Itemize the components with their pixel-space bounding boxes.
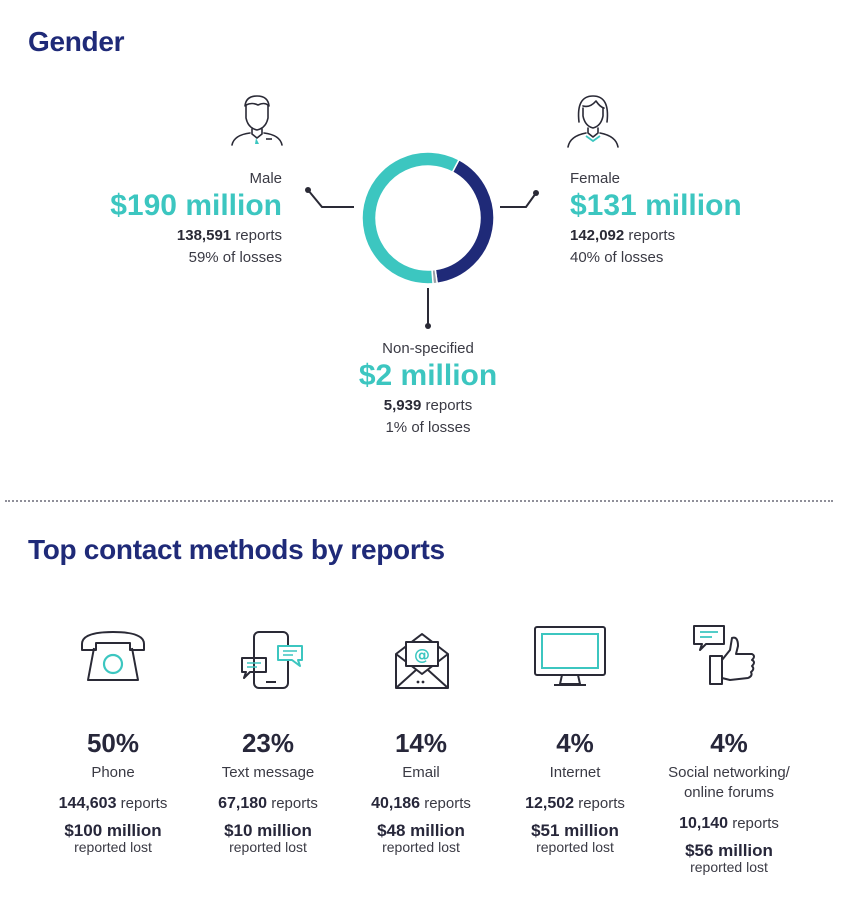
method-lost-label: reported lost — [536, 839, 614, 855]
method-percent: 4% — [710, 728, 748, 758]
method-percent: 50% — [86, 728, 140, 758]
male-reports — [42, 225, 282, 247]
method-lost-label: reported lost — [382, 839, 460, 855]
section-divider — [5, 500, 833, 502]
male-avatar-icon — [228, 92, 286, 146]
female-connector-dot — [533, 190, 539, 196]
method-reports-count: 12,502 — [525, 795, 575, 812]
method-reports-count: 144,603 — [58, 795, 117, 812]
gender-donut-chart — [300, 150, 560, 340]
method-social-networking — [654, 728, 804, 875]
nonspecified-share: 1% of losses — [385, 419, 471, 436]
male-segment — [42, 170, 282, 269]
method-amount: $100 million — [64, 821, 162, 840]
donut-slice-female — [435, 160, 494, 284]
method-amount: $10 million — [224, 821, 312, 840]
female-avatar-icon — [564, 92, 622, 148]
male-connector-dot — [305, 187, 311, 193]
svg-text:@: @ — [414, 645, 430, 664]
nonspecified-segment — [308, 340, 548, 439]
internet-monitor-icon — [532, 624, 608, 688]
method-reports-word: reports — [578, 795, 625, 812]
method-reports-word: reports — [732, 815, 779, 832]
male-amount: $190 million — [110, 189, 282, 222]
female-amount: $131 million — [570, 189, 742, 222]
male-share: 59% of losses — [188, 249, 282, 266]
male-label: Male — [249, 170, 282, 187]
method-reports — [654, 815, 804, 833]
nonspecified-amount: $2 million — [358, 359, 498, 392]
male-reports-count: 138,591 — [176, 227, 232, 244]
female-label: Female — [570, 170, 621, 187]
female-reports-word: reports — [628, 227, 676, 244]
method-amount: $48 million — [377, 821, 465, 840]
method-percent: 14% — [394, 728, 448, 758]
method-name: Internet — [549, 764, 601, 781]
method-name-line2: online forums — [683, 784, 775, 801]
method-amount: $56 million — [685, 841, 773, 860]
method-reports-count: 40,186 — [371, 795, 421, 812]
method-lost-label: reported lost — [690, 859, 768, 875]
method-name: Phone — [91, 764, 135, 781]
donut-slice-male — [362, 152, 459, 284]
method-percent: 4% — [556, 728, 594, 758]
method-text-message — [193, 728, 343, 855]
method-name: Text message — [221, 764, 315, 781]
method-reports-word: reports — [271, 795, 318, 812]
female-share: 40% of losses — [570, 249, 664, 266]
method-reports — [193, 795, 343, 813]
social-thumbs-up-icon — [690, 622, 760, 688]
method-email — [346, 728, 496, 855]
nonspecified-reports — [308, 395, 548, 417]
method-percent: 23% — [241, 728, 295, 758]
text-message-icon — [240, 628, 306, 692]
female-segment — [570, 170, 810, 269]
method-reports — [500, 795, 650, 813]
method-reports — [38, 795, 188, 813]
nonspecified-reports-count: 5,939 — [383, 397, 422, 414]
contact-methods-heading: Top contact methods by reports — [28, 534, 445, 565]
method-phone — [38, 728, 188, 855]
nonspecified-label: Non-specified — [382, 340, 474, 357]
phone-icon — [78, 628, 148, 684]
method-name — [654, 763, 804, 803]
method-amount: $51 million — [531, 821, 619, 840]
female-reports — [570, 225, 810, 247]
method-reports — [346, 795, 496, 813]
method-reports-count: 10,140 — [679, 815, 729, 832]
method-internet — [500, 728, 650, 855]
method-reports-count: 67,180 — [218, 795, 268, 812]
email-icon — [392, 628, 452, 692]
method-name-line1: Social networking/ — [668, 764, 790, 781]
method-reports-word: reports — [424, 795, 471, 812]
method-lost-label: reported lost — [74, 839, 152, 855]
female-reports-count: 142,092 — [570, 227, 625, 244]
nonspecified-reports-word: reports — [425, 397, 473, 414]
gender-heading: Gender — [28, 26, 125, 57]
nonspecified-connector-dot — [425, 323, 431, 329]
female-connector-line — [500, 193, 536, 207]
method-reports-word: reports — [120, 795, 168, 812]
method-name: Email — [402, 764, 440, 781]
method-lost-label: reported lost — [229, 839, 307, 855]
male-reports-word: reports — [235, 227, 282, 244]
male-connector-line — [308, 190, 354, 207]
